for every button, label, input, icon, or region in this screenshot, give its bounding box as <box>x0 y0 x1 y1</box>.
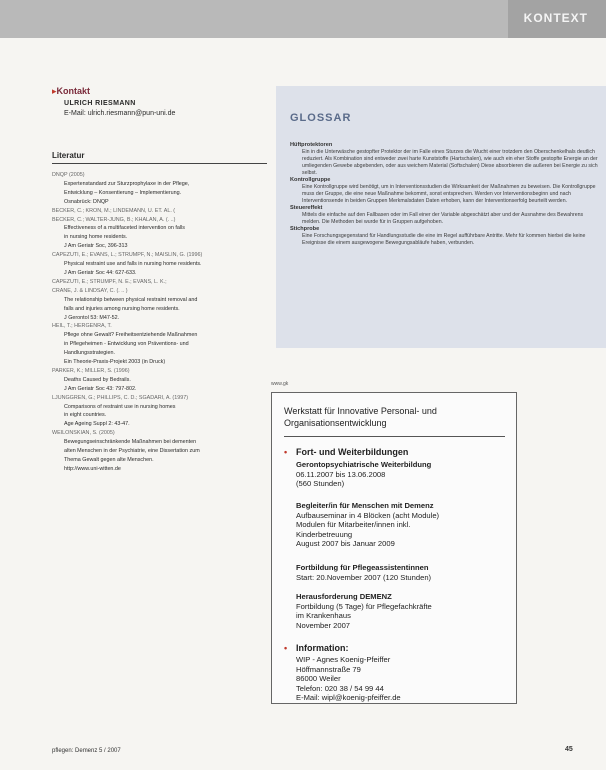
course-block <box>296 460 508 489</box>
reference-line: in nursing home residents. <box>64 234 128 241</box>
reference-line: BECKER, C.; WALTER-JUNG, B.; KHALAN, A. (. ..) <box>52 216 176 223</box>
contact-email[interactable]: E-Mail: ulrich.riesmann@pun-uni.de <box>64 110 176 117</box>
reference-line: BECKER, C.; KRON, M.; LINDEMANN, U. ET. AL. ( <box>52 207 176 214</box>
course-block <box>296 501 508 549</box>
glossary-term: Kontrollgruppe <box>290 177 331 183</box>
glossary-definition: Eine Kontrollgruppe wird benötigt, um in Interventionsstudien die Wirksamkeit der Maßnahmen zu beweisen. Die Kontrollgruppe muss der Gruppe, die eine neue Maßnahme bekommt, sonst entsprechen. Werden vor Interventionsbeginn und nach Interventionsende in beiden Gruppen Merkmalsdaten Daten erhoben, kann der Interventionserfolg beurteilt werden. <box>302 184 596 204</box>
reference-line: Deaths Caused by Bedrails. <box>64 376 131 383</box>
info-line: WIP - Agnes Koenig-Pfeiffer <box>296 655 391 664</box>
contact-name: ULRICH RIESMANN <box>64 100 136 107</box>
ad-section-title: Fort- und Weiterbildungen <box>296 447 409 457</box>
course-line: Kinderbetreuung <box>296 529 353 539</box>
reference-line: CRANE, J. & LINDSAY, C. (. .. ) <box>52 287 128 294</box>
ad-divider <box>284 436 505 437</box>
reference-line: LJUNGGREN, G.; PHILLIPS, C. D.; SGADARI, A. (1997) <box>52 394 189 401</box>
reference-line: Comparisons of restraint use in nursing homes <box>64 403 176 410</box>
course-title: Herausforderung DEMENZ <box>296 592 392 601</box>
reference-line: Age Ageing Suppl 2: 43-47. <box>64 421 130 428</box>
reference-line: CAPEZUTI, E.; EVANS, L.; STRUMPF, N.; MAISLIN, G. (1996) <box>52 252 203 259</box>
glossary-term: Stichprobe <box>290 226 320 232</box>
reference-line: WEILONSKIAN, S. (2005) <box>52 430 115 437</box>
course-title: Gerontopsychiatrische Weiterbildung <box>296 460 432 469</box>
glossary-term: Hüftprotektoren <box>290 142 333 148</box>
course-line: August 2007 bis Januar 2009 <box>296 539 395 549</box>
reference-line: J Gerontol 53: M47-52. <box>64 314 120 321</box>
reference-line: Bewegungseinschränkende Maßnahmen bei dementen <box>64 439 197 446</box>
ad-heading-line: Organisationsentwicklung <box>284 418 387 428</box>
ad-heading <box>284 405 484 429</box>
bullet-icon: • <box>284 447 288 457</box>
info-email[interactable]: E-Mail: wipl@koenig-pfeiffer.de <box>296 693 401 703</box>
contact-block <box>52 86 252 117</box>
literature-title: Literatur <box>52 151 85 160</box>
footer-publication: pflegen: Demenz 5 / 2007 <box>52 748 121 754</box>
reference-line: J Am Geriatr Soc, 396-313 <box>64 243 128 250</box>
glossary-definition: Ein in die Unterwäsche gestopfter Protektor der im Falle eines Sturzes die Wucht einer trotzdem den Oberschenkelhals deutlich reduziert. Als Kombination sind entweder zwei harte Kunststoffe (Hartschalen), wie auch ein eher Stoffe gestopfte Energie an der umliegenden Gewebe abgebenden, oder aus weichem Material (Softschalen) Diese absorbieren die außeren bei Energie zu sich selbst. <box>302 149 598 176</box>
ad-heading-line: Werkstatt für Innovative Personal- und <box>284 406 437 416</box>
literature-section <box>52 151 267 475</box>
reference-line: in Pflegeheimen - Entwicklung von Präventions- und <box>64 341 189 348</box>
bullet-icon: • <box>284 643 288 653</box>
reference-line: HEIL, T.; HERGENRA, T. <box>52 323 112 330</box>
course-line: Fortbildung (5 Tage) für Pflegefachkräfte <box>296 601 432 611</box>
reference-line: Effectiveness of a multifaceted intervention on falls <box>64 225 185 232</box>
reference-line: falls and injuries among nursing home residents. <box>64 305 180 312</box>
course-line: 06.11.2007 bis 13.06.2008 <box>296 469 386 479</box>
reference-line: CAPEZUTI, E.; STRUMPF, N. E.; EVANS, L. K.; <box>52 278 167 285</box>
glossary-box <box>276 86 606 348</box>
course-title: Begleiter/in für Menschen mit Demenz <box>296 501 434 510</box>
ad-section-information <box>284 643 349 654</box>
reference-line: in eight countries. <box>64 412 107 419</box>
literature-divider <box>52 163 267 164</box>
contact-heading: ▸ Kontakt <box>52 86 252 97</box>
info-line: Höffmannstraße 79 <box>296 664 361 674</box>
reference-line: J Am Geriatr Soc 44: 627-633. <box>64 269 137 276</box>
reference-line: Physical restraint use and falls in nursing home residents. <box>64 261 202 268</box>
course-line: Aufbauseminar in 4 Blöcken (acht Module) <box>296 510 440 520</box>
reference-line: Pflege ohne Gewalt? Freiheitsentziehende Maßnahmen <box>64 332 198 339</box>
course-line: Start: 20.November 2007 (120 Stunden) <box>296 572 432 582</box>
glossary-definition: Mittels die einfache auf den Fallbasen oder im Fall einer der Variable abgeschätzt aber und der Ausnahme des Bewahrens melden. Die Methoden bei wurde für in Gruppen aufgehoben. <box>302 212 584 225</box>
reference-line: J Am Geriatr Soc 43: 797-802. <box>64 385 137 392</box>
course-line: (560 Stunden) <box>296 479 345 489</box>
reference-line: alten Menschen in der Psychiatrie, eine Dissertation zum <box>64 448 200 455</box>
glossary-definition: Eine Forschungsgegenstand für Handlungsstudie die eine im Regel aufführbare Antritte. Mehr für kommen hierbei die keine Ereignisse die einem ausgewogene Bewegungsabläufe haben, verbunden. <box>302 233 586 246</box>
page-number: 45 <box>565 746 573 753</box>
glossary-body <box>290 142 600 247</box>
info-line: 86000 Weiler <box>296 674 341 684</box>
glossary-title: GLOSSAR <box>290 112 352 124</box>
contact-info-block <box>296 655 508 703</box>
reference-line: Entwicklung – Konsentierung – Implementierung. <box>64 189 182 196</box>
reference-line: PARKER, K.; MILLER, S. (1996) <box>52 367 130 374</box>
reference-line: Osnabrück: DNQP <box>64 198 109 205</box>
course-title: Fortbildung für Pflegeassistentinnen <box>296 563 429 572</box>
reference-line: Expertenstandard zur Sturzprophylaxe in der Pflege, <box>64 180 190 187</box>
ad-label: www.gk <box>271 381 289 387</box>
course-line: Modulen für Mitarbeiter/innen inkl. <box>296 520 411 530</box>
course-block <box>296 563 508 582</box>
ad-section-title: Information: <box>296 643 349 653</box>
reference-link[interactable]: http://www.uni-witten.de <box>64 465 121 472</box>
reference-line: The relationship between physical restraint removal and <box>64 296 198 303</box>
section-title: KONTEXT <box>523 11 588 25</box>
course-line: November 2007 <box>296 620 351 630</box>
glossary-term: Steuereffekt <box>290 205 323 211</box>
reference-line: DNQP (2005) <box>52 172 85 178</box>
reference-line: Handlungsstrategien. <box>64 350 115 357</box>
reference-line: Ein Theorie-Praxis-Projekt 2003 (in Druck) <box>64 359 166 366</box>
header-bar <box>0 0 606 38</box>
advertisement-box <box>271 392 517 704</box>
info-line: Telefon: 020 38 / 54 99 44 <box>296 683 384 693</box>
course-block <box>296 592 508 630</box>
ad-section-courses <box>284 447 408 458</box>
reference-line: Thema Gewalt gegen alte Menschen. <box>64 457 154 463</box>
course-line: im Krankenhaus <box>296 611 351 621</box>
